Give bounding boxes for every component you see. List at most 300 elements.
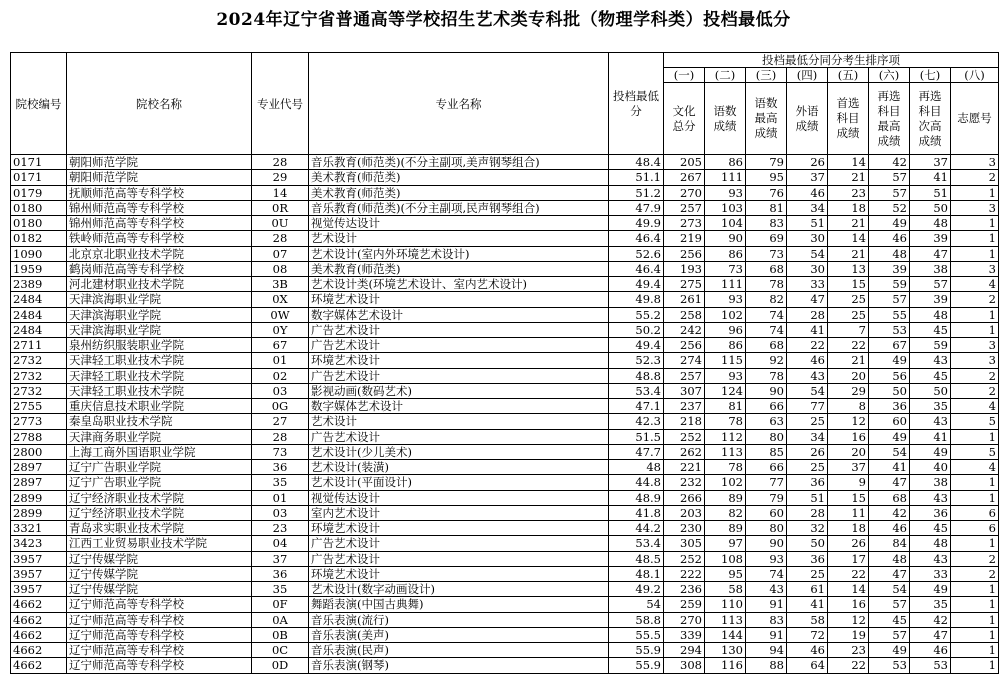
table-row [11, 338, 999, 353]
cell-major-name: 舞蹈表演(中国古典舞) [309, 597, 609, 612]
cell-major-code: 01 [252, 490, 309, 505]
cell-elective-max: 57 [869, 170, 910, 185]
cell-foreign-language: 50 [787, 536, 828, 551]
cell-primary-subject: 14 [828, 231, 869, 246]
cell-elective-max: 57 [869, 597, 910, 612]
cell-chinese-math-max: 73 [746, 246, 787, 261]
cell-total-score: 221 [664, 460, 705, 475]
cell-chinese-math-max: 95 [746, 170, 787, 185]
cell-major-name: 广告艺术设计 [309, 429, 609, 444]
cell-school-code: 1090 [11, 246, 67, 261]
cell-primary-subject: 20 [828, 368, 869, 383]
cell-total-score: 257 [664, 200, 705, 215]
cell-major-name: 数字媒体艺术设计 [309, 399, 609, 414]
table-row [11, 429, 999, 444]
cell-major-code: 28 [252, 155, 309, 170]
cell-elective-second: 43 [910, 551, 951, 566]
cell-school-code: 2711 [11, 338, 67, 353]
cell-min-score: 48.8 [609, 368, 664, 383]
cell-total-score: 259 [664, 597, 705, 612]
table-row [11, 521, 999, 536]
header-sub-label: 语数成绩 [705, 83, 746, 155]
cell-major-name: 广告艺术设计 [309, 551, 609, 566]
cell-school-code: 0171 [11, 155, 67, 170]
cell-elective-second: 49 [910, 582, 951, 597]
cell-school-name: 天津滨海职业学院 [67, 292, 252, 307]
cell-major-name: 室内艺术设计 [309, 505, 609, 520]
cell-chinese-math: 116 [705, 658, 746, 673]
cell-primary-subject: 21 [828, 170, 869, 185]
cell-school-code: 4662 [11, 597, 67, 612]
cell-min-score: 48.5 [609, 551, 664, 566]
cell-foreign-language: 25 [787, 566, 828, 581]
cell-school-code: 4662 [11, 658, 67, 673]
cell-total-score: 237 [664, 399, 705, 414]
cell-elective-max: 52 [869, 200, 910, 215]
cell-min-score: 51.1 [609, 170, 664, 185]
cell-elective-max: 45 [869, 612, 910, 627]
cell-school-name: 抚顺师范高等专科学校 [67, 185, 252, 200]
cell-preference-no: 1 [951, 582, 999, 597]
cell-foreign-language: 32 [787, 521, 828, 536]
cell-preference-no: 4 [951, 460, 999, 475]
cell-chinese-math: 104 [705, 216, 746, 231]
cell-foreign-language: 61 [787, 582, 828, 597]
cell-major-code: 28 [252, 231, 309, 246]
cell-elective-second: 40 [910, 460, 951, 475]
cell-elective-second: 36 [910, 505, 951, 520]
cell-chinese-math-max: 74 [746, 566, 787, 581]
cell-foreign-language: 54 [787, 246, 828, 261]
header-school-code: 院校编号 [11, 53, 67, 155]
cell-school-code: 0180 [11, 216, 67, 231]
cell-major-name: 艺术设计(平面设计) [309, 475, 609, 490]
cell-major-code: 37 [252, 551, 309, 566]
table-row [11, 444, 999, 459]
cell-chinese-math-max: 90 [746, 536, 787, 551]
cell-min-score: 48.4 [609, 155, 664, 170]
cell-elective-second: 47 [910, 627, 951, 642]
cell-preference-no: 2 [951, 383, 999, 398]
cell-major-name: 音乐表演(美声) [309, 627, 609, 642]
cell-chinese-math-max: 91 [746, 597, 787, 612]
cell-elective-second: 43 [910, 490, 951, 505]
cell-foreign-language: 51 [787, 216, 828, 231]
header-sub-number: (五) [828, 68, 869, 83]
cell-foreign-language: 30 [787, 261, 828, 276]
cell-foreign-language: 37 [787, 170, 828, 185]
cell-total-score: 275 [664, 277, 705, 292]
cell-primary-subject: 11 [828, 505, 869, 520]
cell-chinese-math: 96 [705, 322, 746, 337]
cell-min-score: 49.4 [609, 277, 664, 292]
cell-chinese-math: 90 [705, 231, 746, 246]
cell-school-code: 1959 [11, 261, 67, 276]
cell-total-score: 339 [664, 627, 705, 642]
header-sub-number: (三) [746, 68, 787, 83]
cell-school-name: 辽宁经济职业技术学院 [67, 490, 252, 505]
cell-chinese-math-max: 43 [746, 582, 787, 597]
cell-min-score: 48.9 [609, 490, 664, 505]
header-sub-label: 外语成绩 [787, 83, 828, 155]
cell-chinese-math: 86 [705, 155, 746, 170]
cell-elective-max: 47 [869, 475, 910, 490]
header-sub-label: 首选科目成绩 [828, 83, 869, 155]
cell-primary-subject: 15 [828, 490, 869, 505]
cell-school-name: 朝阳师范学院 [67, 170, 252, 185]
table-row [11, 490, 999, 505]
cell-major-code: 29 [252, 170, 309, 185]
cell-elective-second: 39 [910, 231, 951, 246]
cell-preference-no: 1 [951, 627, 999, 642]
cell-major-code: 0F [252, 597, 309, 612]
cell-chinese-math: 89 [705, 521, 746, 536]
cell-primary-subject: 19 [828, 627, 869, 642]
cell-major-name: 艺术设计(数字动画设计) [309, 582, 609, 597]
cell-elective-second: 59 [910, 338, 951, 353]
cell-foreign-language: 34 [787, 200, 828, 215]
cell-total-score: 270 [664, 185, 705, 200]
cell-chinese-math-max: 68 [746, 338, 787, 353]
cell-elective-second: 49 [910, 444, 951, 459]
cell-school-code: 2899 [11, 490, 67, 505]
cell-school-name: 朝阳师范学院 [67, 155, 252, 170]
table-row [11, 414, 999, 429]
cell-chinese-math-max: 80 [746, 429, 787, 444]
cell-foreign-language: 51 [787, 490, 828, 505]
cell-major-name: 艺术设计(室内外环境艺术设计) [309, 246, 609, 261]
cell-major-code: 35 [252, 582, 309, 597]
cell-primary-subject: 8 [828, 399, 869, 414]
cell-school-code: 2732 [11, 383, 67, 398]
cell-school-code: 2800 [11, 444, 67, 459]
table-row [11, 261, 999, 276]
cell-total-score: 222 [664, 566, 705, 581]
cell-preference-no: 1 [951, 490, 999, 505]
cell-school-name: 天津轻工职业技术学院 [67, 383, 252, 398]
cell-chinese-math: 113 [705, 612, 746, 627]
cell-elective-max: 59 [869, 277, 910, 292]
cell-chinese-math-max: 88 [746, 658, 787, 673]
cell-primary-subject: 21 [828, 353, 869, 368]
table-row [11, 185, 999, 200]
cell-min-score: 54 [609, 597, 664, 612]
cell-elective-max: 42 [869, 505, 910, 520]
cell-preference-no: 3 [951, 338, 999, 353]
cell-school-name: 铁岭师范高等专科学校 [67, 231, 252, 246]
cell-major-name: 影视动画(数码艺术) [309, 383, 609, 398]
cell-primary-subject: 13 [828, 261, 869, 276]
header-sub-number: (六) [869, 68, 910, 83]
header-tiebreak-group: 投档最低分同分考生排序项 [664, 53, 999, 68]
cell-min-score: 44.2 [609, 521, 664, 536]
cell-major-code: 03 [252, 505, 309, 520]
table-row [11, 216, 999, 231]
cell-chinese-math: 81 [705, 399, 746, 414]
cell-foreign-language: 22 [787, 338, 828, 353]
cell-elective-second: 41 [910, 429, 951, 444]
cell-school-code: 0171 [11, 170, 67, 185]
cell-elective-max: 53 [869, 322, 910, 337]
cell-chinese-math: 93 [705, 292, 746, 307]
cell-total-score: 262 [664, 444, 705, 459]
cell-major-name: 广告艺术设计 [309, 322, 609, 337]
cell-preference-no: 1 [951, 658, 999, 673]
cell-preference-no: 3 [951, 200, 999, 215]
cell-min-score: 55.2 [609, 307, 664, 322]
cell-elective-max: 55 [869, 307, 910, 322]
cell-major-code: 03 [252, 383, 309, 398]
header-sub-label: 再选科目最高成绩 [869, 83, 910, 155]
cell-elective-max: 54 [869, 444, 910, 459]
table-row [11, 231, 999, 246]
cell-primary-subject: 25 [828, 307, 869, 322]
cell-min-score: 49.2 [609, 582, 664, 597]
cell-school-name: 辽宁师范高等专科学校 [67, 597, 252, 612]
cell-min-score: 48 [609, 460, 664, 475]
table-row [11, 475, 999, 490]
cell-major-code: 07 [252, 246, 309, 261]
cell-school-code: 4662 [11, 627, 67, 642]
cell-school-code: 4662 [11, 643, 67, 658]
cell-school-name: 天津轻工职业技术学院 [67, 353, 252, 368]
cell-school-name: 辽宁师范高等专科学校 [67, 627, 252, 642]
cell-school-name: 重庆信息技术职业学院 [67, 399, 252, 414]
cell-foreign-language: 72 [787, 627, 828, 642]
cell-total-score: 203 [664, 505, 705, 520]
cell-major-name: 环境艺术设计 [309, 521, 609, 536]
cell-major-code: 01 [252, 353, 309, 368]
cell-chinese-math: 89 [705, 490, 746, 505]
cell-total-score: 219 [664, 231, 705, 246]
cell-primary-subject: 20 [828, 444, 869, 459]
cell-elective-max: 56 [869, 368, 910, 383]
cell-preference-no: 1 [951, 643, 999, 658]
cell-total-score: 205 [664, 155, 705, 170]
table-row [11, 368, 999, 383]
cell-chinese-math-max: 79 [746, 155, 787, 170]
cell-school-name: 天津商务职业学院 [67, 429, 252, 444]
cell-school-code: 2755 [11, 399, 67, 414]
cell-school-code: 3423 [11, 536, 67, 551]
cell-school-code: 0180 [11, 200, 67, 215]
cell-school-code: 2732 [11, 353, 67, 368]
cell-elective-second: 47 [910, 246, 951, 261]
cell-school-name: 辽宁广告职业学院 [67, 460, 252, 475]
table-row [11, 658, 999, 673]
cell-elective-second: 45 [910, 521, 951, 536]
cell-chinese-math: 78 [705, 414, 746, 429]
cell-primary-subject: 15 [828, 277, 869, 292]
header-sub-label: 志愿号 [951, 83, 999, 155]
cell-chinese-math: 86 [705, 246, 746, 261]
cell-school-code: 2897 [11, 460, 67, 475]
cell-chinese-math: 102 [705, 307, 746, 322]
cell-foreign-language: 30 [787, 231, 828, 246]
cell-school-code: 2897 [11, 475, 67, 490]
cell-min-score: 46.4 [609, 261, 664, 276]
cell-preference-no: 2 [951, 551, 999, 566]
cell-major-code: 36 [252, 460, 309, 475]
cell-chinese-math: 97 [705, 536, 746, 551]
cell-elective-second: 50 [910, 200, 951, 215]
cell-elective-max: 60 [869, 414, 910, 429]
cell-major-code: 0A [252, 612, 309, 627]
cell-primary-subject: 12 [828, 414, 869, 429]
cell-foreign-language: 46 [787, 643, 828, 658]
cell-school-code: 0182 [11, 231, 67, 246]
cell-foreign-language: 26 [787, 155, 828, 170]
cell-min-score: 42.3 [609, 414, 664, 429]
cell-primary-subject: 22 [828, 566, 869, 581]
cell-school-name: 秦皇岛职业技术学院 [67, 414, 252, 429]
cell-primary-subject: 18 [828, 521, 869, 536]
cell-preference-no: 5 [951, 444, 999, 459]
cell-elective-second: 37 [910, 155, 951, 170]
cell-foreign-language: 47 [787, 292, 828, 307]
cell-major-name: 广告艺术设计 [309, 536, 609, 551]
cell-chinese-math-max: 79 [746, 490, 787, 505]
cell-total-score: 236 [664, 582, 705, 597]
cell-min-score: 55.5 [609, 627, 664, 642]
cell-min-score: 55.9 [609, 658, 664, 673]
cell-total-score: 257 [664, 368, 705, 383]
cell-min-score: 49.9 [609, 216, 664, 231]
cell-major-code: 0X [252, 292, 309, 307]
header-sub-number: (一) [664, 68, 705, 83]
cell-preference-no: 1 [951, 429, 999, 444]
cell-foreign-language: 46 [787, 353, 828, 368]
cell-major-name: 美术教育(师范类) [309, 185, 609, 200]
cell-primary-subject: 9 [828, 475, 869, 490]
cell-elective-second: 41 [910, 170, 951, 185]
cell-foreign-language: 77 [787, 399, 828, 414]
cell-elective-max: 84 [869, 536, 910, 551]
cell-school-name: 辽宁师范高等专科学校 [67, 612, 252, 627]
cell-elective-second: 42 [910, 612, 951, 627]
cell-major-name: 环境艺术设计 [309, 292, 609, 307]
cell-major-name: 广告艺术设计 [309, 368, 609, 383]
cell-chinese-math: 95 [705, 566, 746, 581]
cell-primary-subject: 18 [828, 200, 869, 215]
cell-major-name: 美术教育(师范类) [309, 261, 609, 276]
cell-major-name: 数字媒体艺术设计 [309, 307, 609, 322]
cell-major-name: 艺术设计 [309, 414, 609, 429]
cell-foreign-language: 34 [787, 429, 828, 444]
cell-school-name: 鹤岗师范高等专科学校 [67, 261, 252, 276]
cell-preference-no: 4 [951, 399, 999, 414]
cell-elective-second: 48 [910, 536, 951, 551]
cell-min-score: 52.6 [609, 246, 664, 261]
cell-foreign-language: 43 [787, 368, 828, 383]
cell-elective-second: 57 [910, 277, 951, 292]
cell-total-score: 256 [664, 246, 705, 261]
cell-min-score: 47.7 [609, 444, 664, 459]
cell-chinese-math-max: 76 [746, 185, 787, 200]
header-sub-label: 语数最高成绩 [746, 83, 787, 155]
header-sub-number: (二) [705, 68, 746, 83]
table-row [11, 551, 999, 566]
table-row [11, 292, 999, 307]
cell-major-code: 0W [252, 307, 309, 322]
cell-preference-no: 2 [951, 566, 999, 581]
cell-elective-second: 33 [910, 566, 951, 581]
cell-major-code: 04 [252, 536, 309, 551]
cell-foreign-language: 33 [787, 277, 828, 292]
cell-chinese-math: 144 [705, 627, 746, 642]
cell-major-code: 28 [252, 429, 309, 444]
table-row [11, 399, 999, 414]
cell-elective-second: 48 [910, 216, 951, 231]
cell-elective-second: 39 [910, 292, 951, 307]
cell-chinese-math: 78 [705, 460, 746, 475]
cell-elective-max: 47 [869, 566, 910, 581]
cell-primary-subject: 12 [828, 612, 869, 627]
cell-preference-no: 1 [951, 612, 999, 627]
cell-chinese-math-max: 66 [746, 460, 787, 475]
cell-preference-no: 6 [951, 521, 999, 536]
cell-school-code: 3321 [11, 521, 67, 536]
cell-chinese-math-max: 90 [746, 383, 787, 398]
cell-chinese-math-max: 82 [746, 292, 787, 307]
cell-major-code: 0R [252, 200, 309, 215]
cell-min-score: 51.2 [609, 185, 664, 200]
cell-major-code: 35 [252, 475, 309, 490]
table-header [11, 53, 999, 155]
cell-chinese-math-max: 78 [746, 368, 787, 383]
cell-elective-max: 39 [869, 261, 910, 276]
cell-elective-max: 53 [869, 658, 910, 673]
cell-primary-subject: 17 [828, 551, 869, 566]
cell-elective-max: 36 [869, 399, 910, 414]
cell-primary-subject: 22 [828, 338, 869, 353]
cell-chinese-math: 111 [705, 277, 746, 292]
cell-preference-no: 1 [951, 475, 999, 490]
cell-chinese-math-max: 94 [746, 643, 787, 658]
cell-school-name: 辽宁传媒学院 [67, 551, 252, 566]
cell-school-name: 辽宁师范高等专科学校 [67, 658, 252, 673]
cell-foreign-language: 36 [787, 551, 828, 566]
table-row [11, 170, 999, 185]
cell-major-code: 36 [252, 566, 309, 581]
header-major-name: 专业名称 [309, 53, 609, 155]
cell-min-score: 47.1 [609, 399, 664, 414]
cell-elective-max: 42 [869, 155, 910, 170]
page-title: 2024年辽宁省普通高等学校招生艺术类专科批（物理学科类）投档最低分 [216, 10, 791, 30]
cell-total-score: 307 [664, 383, 705, 398]
cell-school-name: 泉州纺织服装职业学院 [67, 338, 252, 353]
cell-primary-subject: 21 [828, 216, 869, 231]
cell-total-score: 252 [664, 551, 705, 566]
cell-primary-subject: 29 [828, 383, 869, 398]
cell-total-score: 256 [664, 338, 705, 353]
cell-major-code: 08 [252, 261, 309, 276]
cell-total-score: 266 [664, 490, 705, 505]
cell-chinese-math-max: 92 [746, 353, 787, 368]
cell-major-code: 67 [252, 338, 309, 353]
cell-elective-second: 51 [910, 185, 951, 200]
cell-school-name: 天津滨海职业学院 [67, 322, 252, 337]
cell-major-name: 环境艺术设计 [309, 566, 609, 581]
cell-major-name: 艺术设计类(环境艺术设计、室内艺术设计) [309, 277, 609, 292]
cell-school-name: 青岛求实职业技术学院 [67, 521, 252, 536]
cell-primary-subject: 16 [828, 429, 869, 444]
cell-foreign-language: 25 [787, 414, 828, 429]
cell-preference-no: 1 [951, 322, 999, 337]
cell-chinese-math: 93 [705, 368, 746, 383]
cell-min-score: 47.9 [609, 200, 664, 215]
cell-chinese-math: 108 [705, 551, 746, 566]
